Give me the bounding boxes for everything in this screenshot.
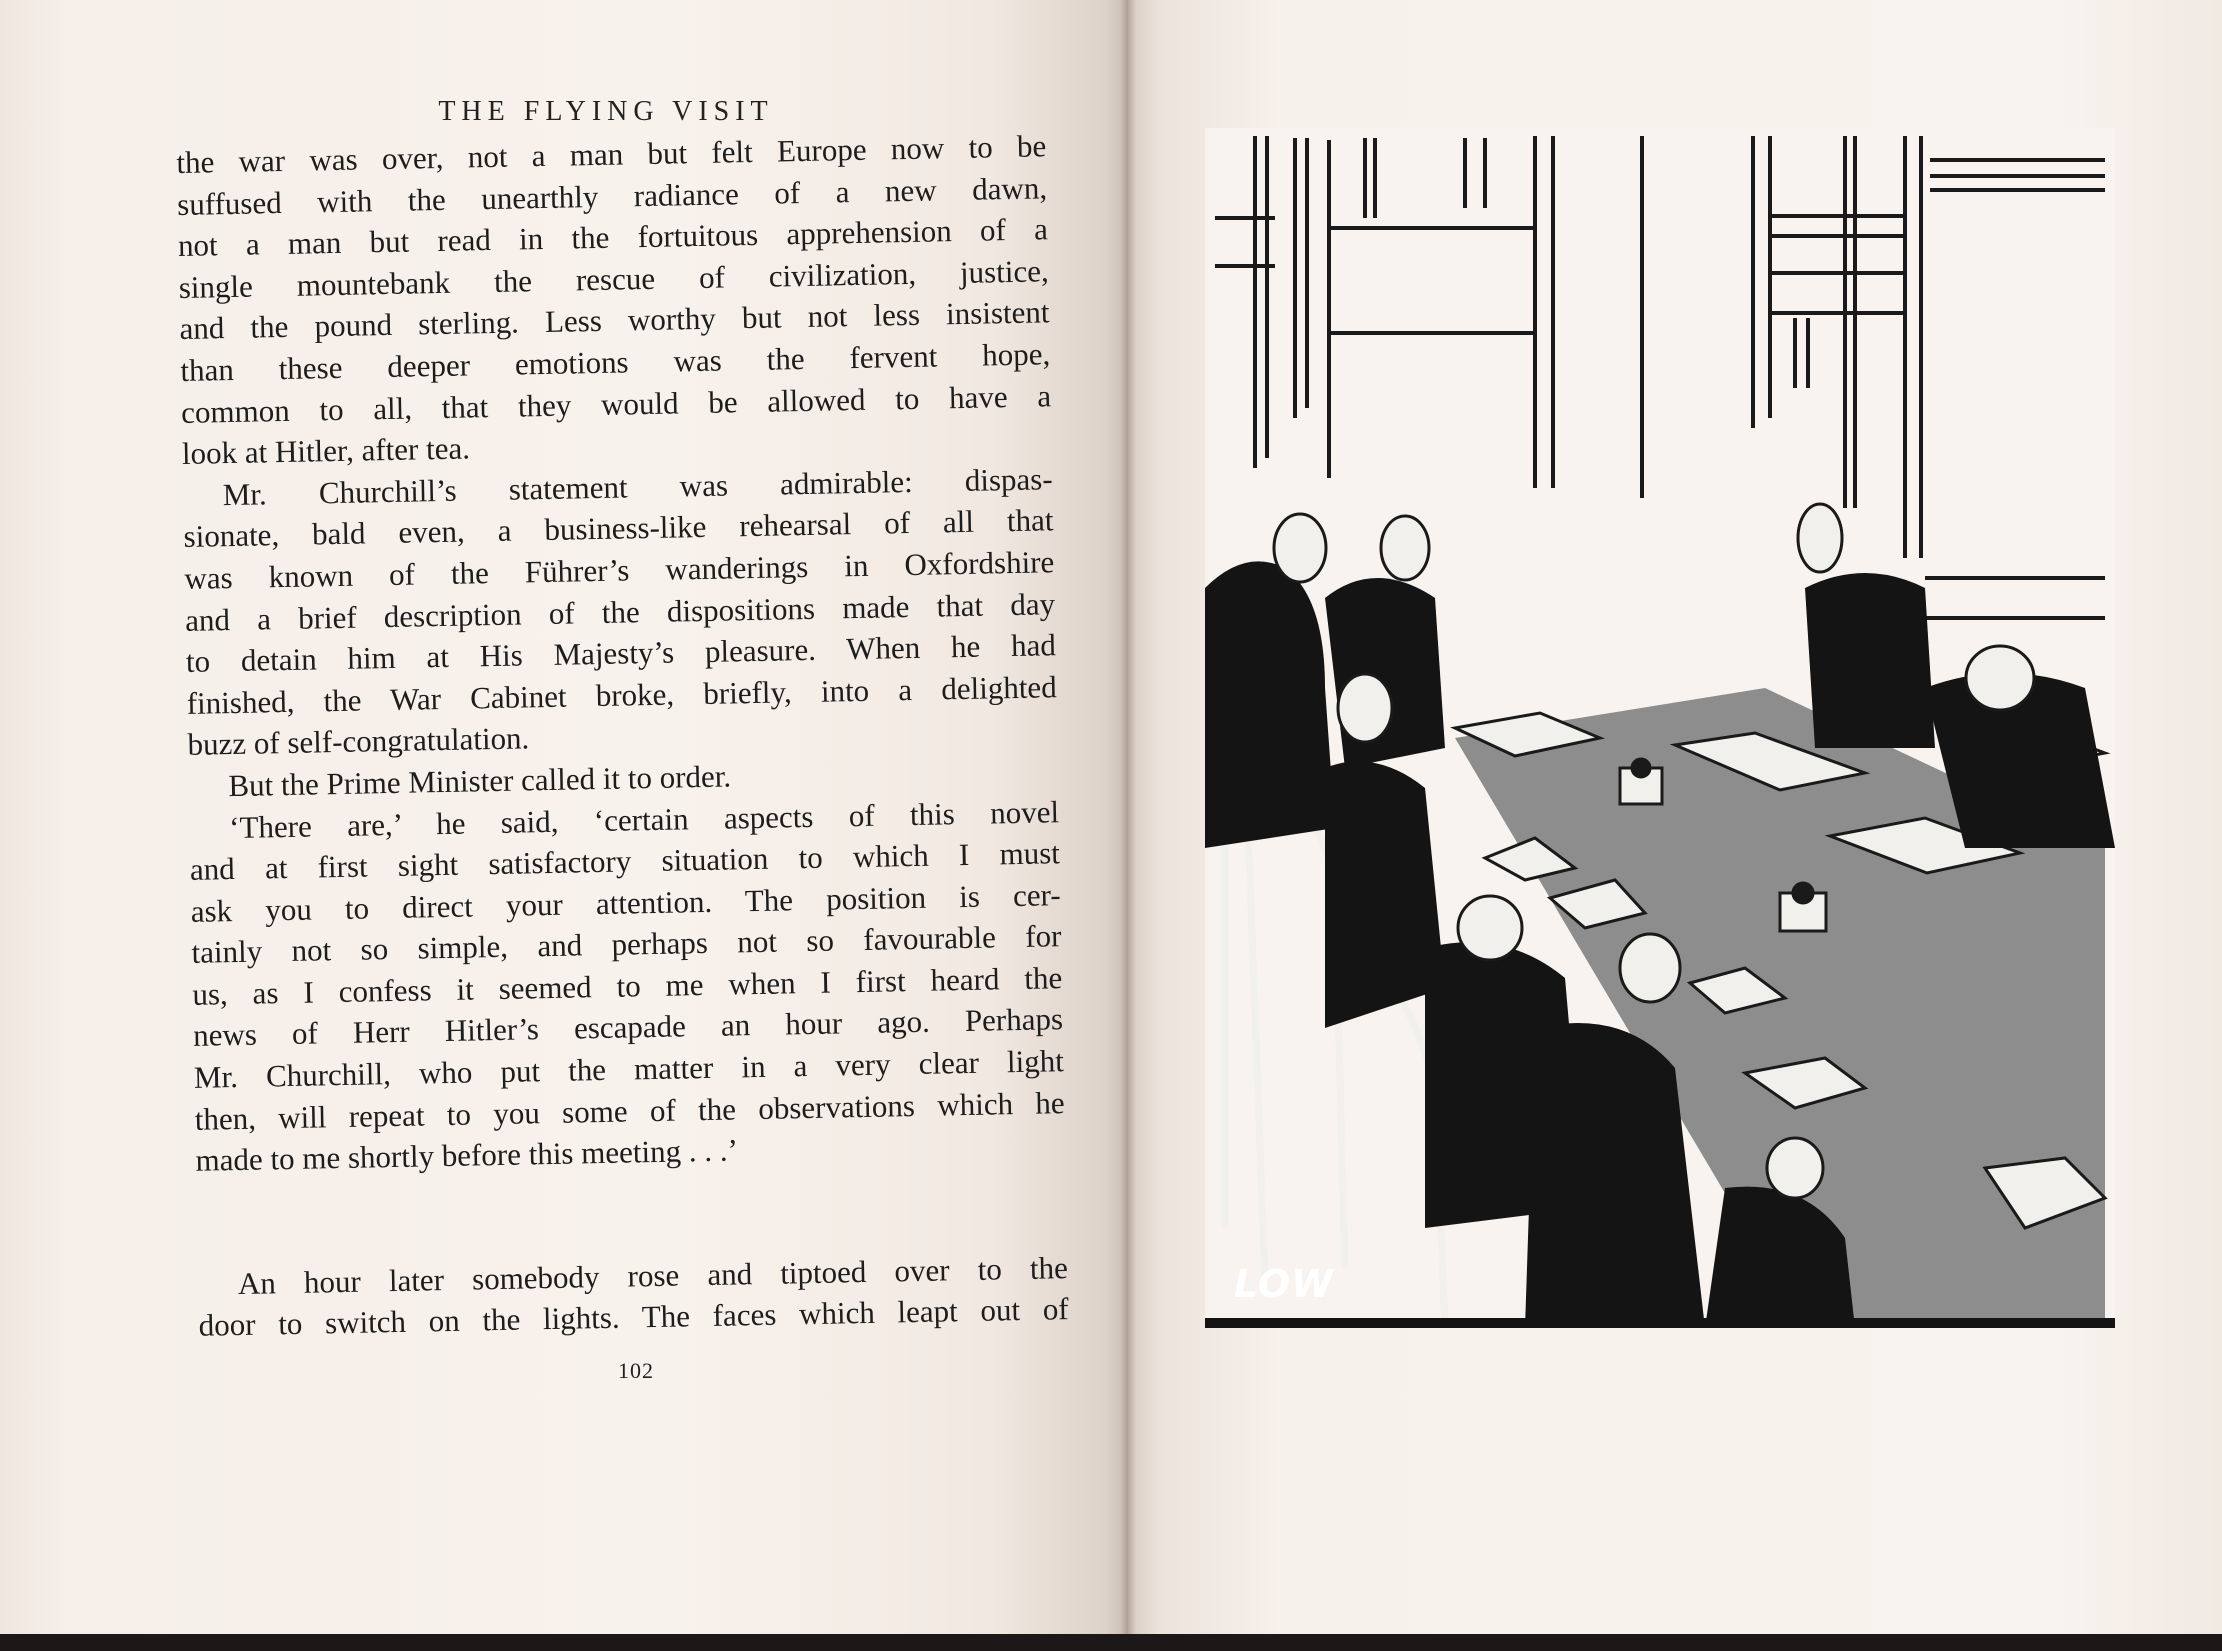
text-line: tainly not so simple, and perhaps not so favourable for — [191, 918, 1062, 971]
page-number: 102 — [618, 1358, 654, 1383]
text-line: suffused with the unearthly radiance of a new dawn, — [176, 169, 1048, 222]
text-line: and at first sight satisfactory situation to which I must — [189, 835, 1061, 887]
text-line: news of Herr Hitler’s escapade an hour ago. Perhaps — [192, 1001, 1064, 1054]
text-line: common to all, that they would be allowed to have a — [180, 377, 1052, 430]
cartoon-illustration — [1205, 128, 2115, 1328]
text-line: us, as I confess it seemed to me when I first heard the — [192, 960, 1063, 1012]
text-line: to detain him at His Majesty’s pleasure. When he had — [185, 627, 1057, 680]
text-line: and the pound sterling. Less worthy but not less insistent — [179, 294, 1050, 347]
text-line: But the Prime Minister called it to order. — [228, 758, 732, 804]
text-line: look at Hitler, after tea. — [181, 430, 471, 472]
text-line: single mountebank the rescue of civilization, justice, — [178, 253, 1049, 305]
running-head: THE FLYING VISIT — [438, 96, 774, 127]
body-text — [176, 125, 1069, 1347]
cabinet-meeting-drawing — [1205, 128, 2115, 1328]
background-edge — [0, 1634, 2222, 1651]
text-line: An hour later somebody rose and tiptoed over to the — [237, 1249, 1069, 1301]
text-line: door to switch on the lights. The faces which leapt out of — [198, 1291, 1069, 1344]
text-line: than these deeper emotions was the fervent hope, — [180, 336, 1051, 388]
text-line: the war was over, not a man but felt Europe now to be — [176, 128, 1047, 180]
text-line: then, will repeat to you some of the observations which he — [194, 1084, 1065, 1137]
artist-signature: LOW — [1234, 1262, 1335, 1306]
text-line: ‘There are,’ he said, ‘certain aspects of this novel — [228, 793, 1060, 845]
text-line: made to me shortly before this meeting . . .’ — [195, 1132, 739, 1179]
text-line: was known of the Führer’s wanderings in Oxfordshire — [184, 544, 1055, 596]
text-line: ask you to direct your attention. The position is cer- — [190, 876, 1061, 929]
text-line: buzz of self-congratulation. — [187, 720, 530, 763]
text-line: Mr. Churchill, who put the matter in a very clear light — [193, 1043, 1065, 1095]
text-line: and a brief description of the dispositions made that day — [184, 585, 1056, 638]
text-line: not a man but read in the fortuitous apprehension of a — [177, 211, 1049, 264]
book-gutter — [1120, 0, 1136, 1640]
text-line: Mr. Churchill’s statement was admirable: dispas- — [222, 460, 1053, 512]
text-line: finished, the War Cabinet broke, briefly, into a delighted — [186, 668, 1057, 721]
text-line: sionate, bald even, a business-like rehearsal of all that — [183, 502, 1054, 555]
